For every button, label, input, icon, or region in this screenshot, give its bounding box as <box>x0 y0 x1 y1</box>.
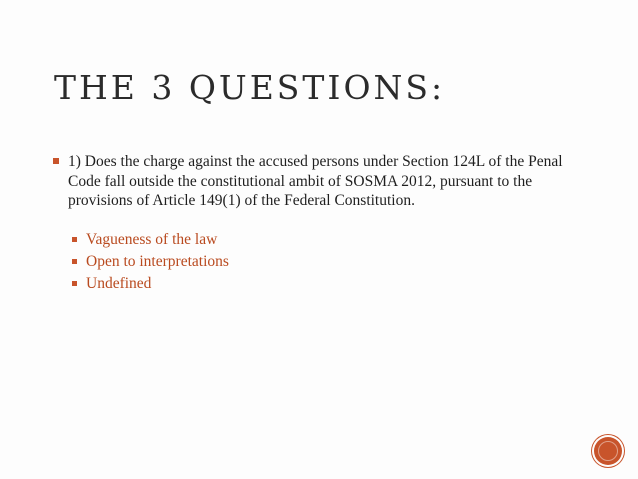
bullet-item <box>50 152 590 211</box>
sub-bullet-text: Vagueness of the law <box>86 230 218 248</box>
sub-bullet-text: Undefined <box>86 274 152 292</box>
square-bullet-icon <box>72 259 77 264</box>
slide-corner-circle-icon <box>594 437 622 465</box>
slide-title: THE 3 QUESTIONS: <box>54 68 446 107</box>
bullet-text: 1) Does the charge against the accused persons under Section 124L of the Penal Code fall outside the constitutional ambit of SOSMA 2012, pursuant to the provisions of Article 149(1) of the Federal Constitution. <box>68 153 563 209</box>
square-bullet-icon <box>53 158 59 164</box>
sub-bullet-item <box>72 229 590 251</box>
square-bullet-icon <box>72 237 77 242</box>
square-bullet-icon <box>72 281 77 286</box>
sub-bullet-item <box>72 273 590 295</box>
sub-bullet-list <box>50 229 590 295</box>
sub-bullet-text: Open to interpretations <box>86 252 229 270</box>
slide-content <box>50 152 590 295</box>
sub-bullet-item <box>72 251 590 273</box>
